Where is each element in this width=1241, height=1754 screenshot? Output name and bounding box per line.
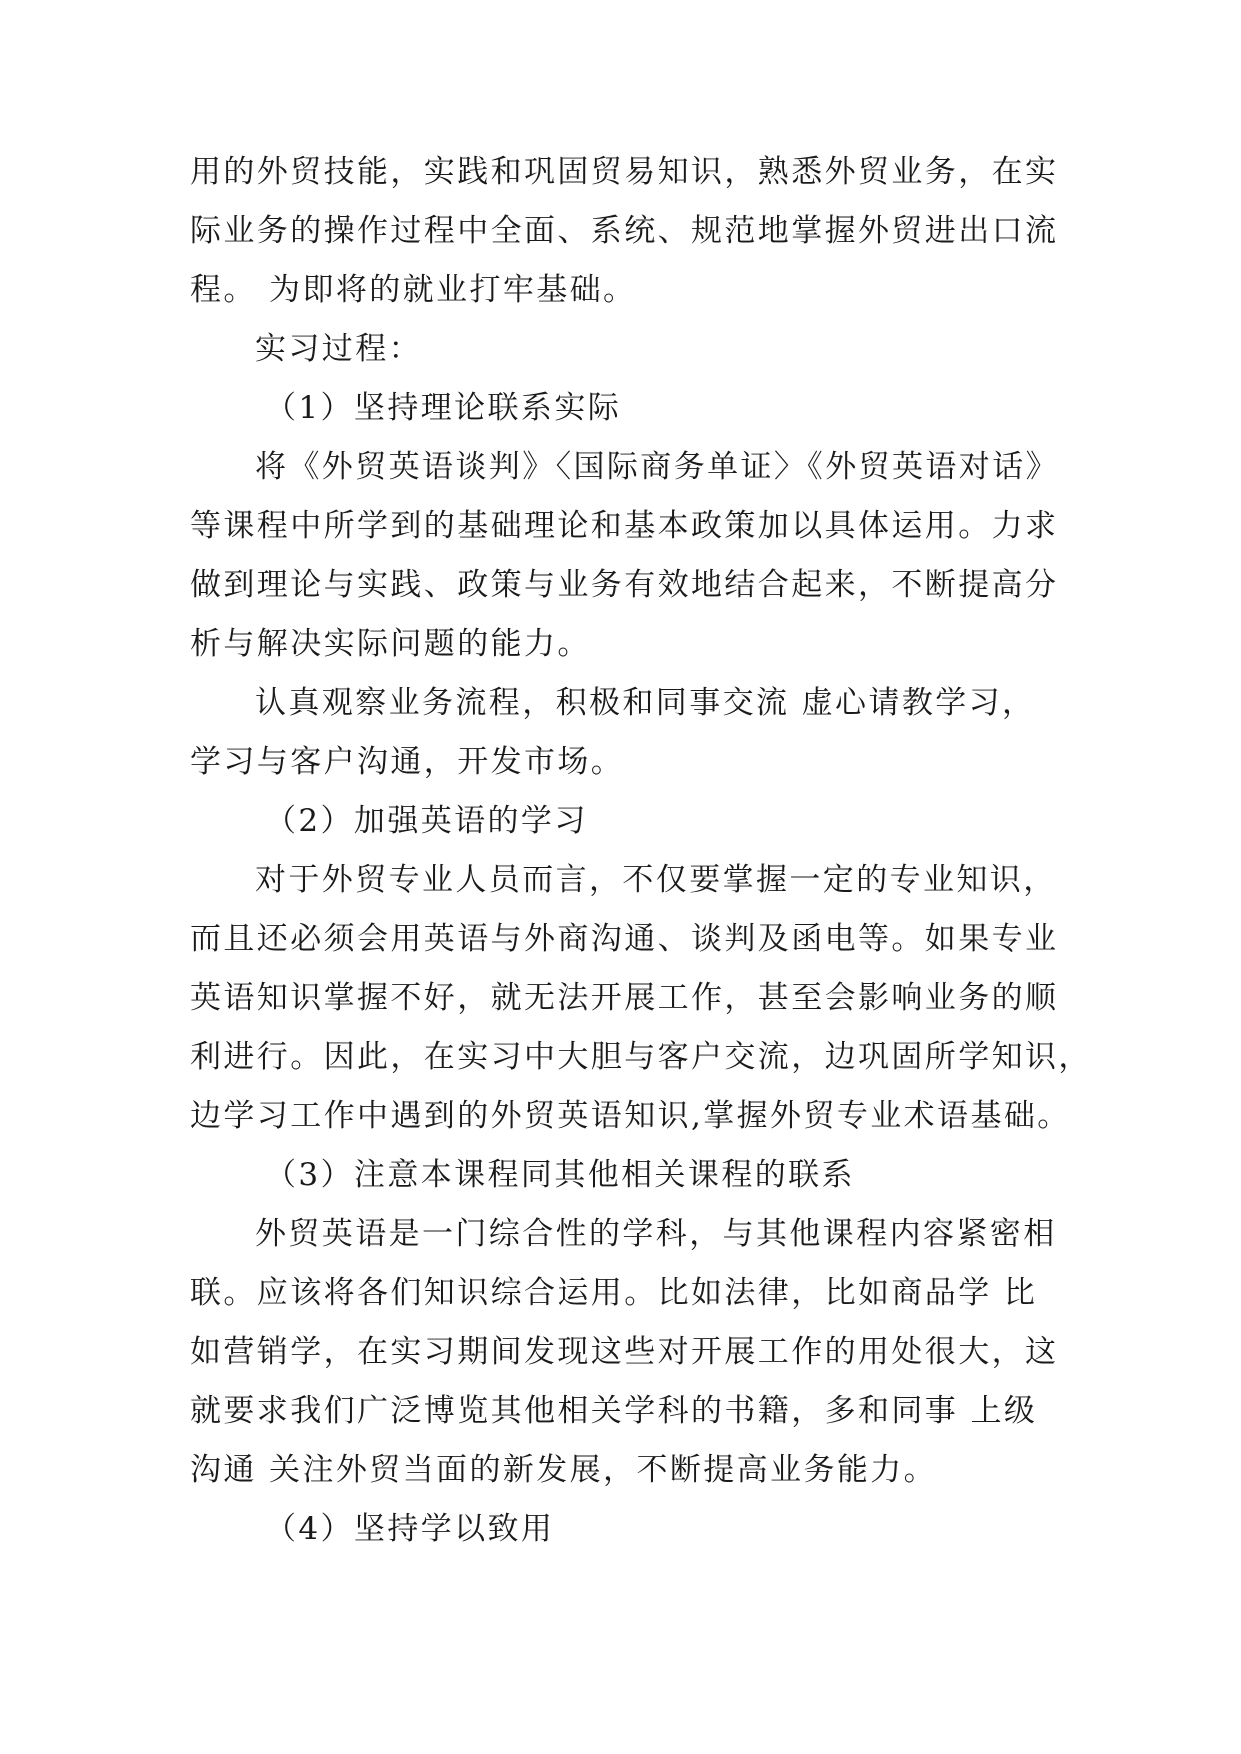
paragraph-line: 利进行。因此，在实习中大胆与客户交流，边巩固所学知识，: [190, 1039, 1092, 1075]
paragraph-line: 将《外贸英语谈判》〈国际商务单证〉《外贸英语对话》: [255, 449, 1059, 485]
paragraph-line: 认真观察业务流程，积极和同事交流 虚心请教学习，: [255, 685, 1036, 721]
paragraph-line: 做到理论与实践、政策与业务有效地结合起来，不断提高分: [190, 567, 1059, 603]
section-heading: （2）加强英语的学习: [265, 803, 588, 839]
section-label: 实习过程：: [255, 331, 422, 367]
paragraph-line: 如营销学，在实习期间发现这些对开展工作的用处很大，这: [190, 1334, 1059, 1370]
paragraph-line: 际业务的操作过程中全面、系统、规范地掌握外贸进出口流: [190, 213, 1059, 249]
paragraph-line: 而且还必须会用英语与外商沟通、谈判及函电等。如果专业: [190, 921, 1059, 957]
paragraph-line: 等课程中所学到的基础理论和基本政策加以具体运用。力求: [190, 508, 1059, 544]
paragraph-line: 析与解决实际问题的能力。: [190, 626, 591, 662]
paragraph-line: 就要求我们广泛博览其他相关学科的书籍，多和同事 上级: [190, 1393, 1038, 1429]
paragraph-line: 边学习工作中遇到的外贸英语知识,掌握外贸专业术语基础。: [190, 1098, 1071, 1134]
section-heading: （3）注意本课程同其他相关课程的联系: [265, 1157, 855, 1193]
paragraph-line: 学习与客户沟通，开发市场。: [190, 744, 625, 780]
paragraph-line: 联。应该将各们知识综合运用。比如法律，比如商品学 比: [190, 1275, 1038, 1311]
section-heading: （1）坚持理论联系实际: [265, 390, 622, 426]
paragraph-line: 程。 为即将的就业打牢基础。: [190, 272, 637, 308]
paragraph-line: 对于外贸专业人员而言，不仅要掌握一定的专业知识，: [255, 862, 1057, 898]
paragraph-line: 外贸英语是一门综合性的学科，与其他课程内容紧密相: [255, 1216, 1057, 1252]
paragraph-line: 英语知识掌握不好，就无法开展工作，甚至会影响业务的顺: [190, 980, 1059, 1016]
paragraph-line: 用的外贸技能，实践和巩固贸易知识，熟悉外贸业务，在实: [190, 154, 1059, 190]
paragraph-line: 沟通 关注外贸当面的新发展，不断提高业务能力。: [190, 1452, 938, 1488]
section-heading: （4）坚持学以致用: [265, 1511, 555, 1547]
